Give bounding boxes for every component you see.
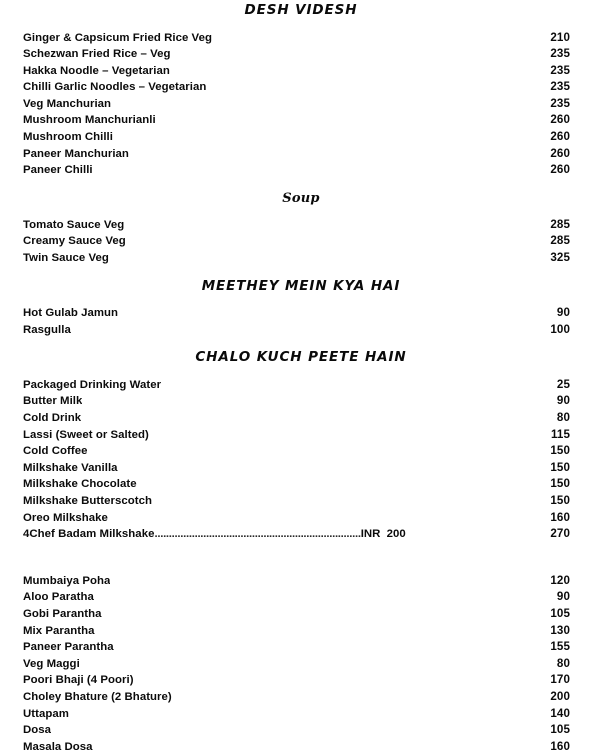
- menu-item-row: [0, 526, 602, 543]
- menu-item-row: [0, 689, 602, 706]
- menu-item-row: [0, 96, 602, 113]
- menu-item-name: Twin Sauce Veg: [23, 252, 109, 265]
- menu-item-list: [0, 217, 602, 267]
- menu-item-price: 260: [550, 163, 570, 177]
- menu-item-name: Cold Drink: [23, 412, 82, 424]
- menu-item-price: 115: [550, 427, 570, 441]
- menu-item-name: Mushroom Chilli: [23, 131, 113, 144]
- menu-item-name: Mumbaiya Poha: [23, 574, 111, 587]
- menu-item-row: [0, 79, 602, 96]
- menu-item-row: [0, 129, 602, 146]
- menu-item-row: [0, 377, 602, 394]
- menu-item-price: 120: [550, 573, 570, 587]
- menu-item-name: Lassi (Sweet or Salted): [23, 428, 149, 441]
- menu-section-soup: [0, 179, 602, 267]
- menu-item-price: 140: [550, 706, 570, 720]
- menu-item-price: 90: [556, 590, 570, 604]
- header-bottom-spacer: [0, 293, 602, 305]
- menu-item-name: Oreo Milkshake: [23, 511, 108, 524]
- menu-item-row: [0, 217, 602, 234]
- menu-item-row: [0, 460, 602, 477]
- menu-item-name: Gobi Parantha: [23, 607, 102, 620]
- menu-item-name: Choley Bhature (2 Bhature): [23, 690, 172, 703]
- header-top-spacer: [0, 179, 602, 192]
- menu-item-price: 160: [550, 510, 570, 524]
- section-gap: [0, 543, 602, 573]
- menu-item-name: Creamy Sauce Veg: [23, 235, 126, 248]
- menu-item-row: [0, 573, 602, 590]
- menu-item-price: 105: [550, 606, 570, 620]
- menu-item-price: 150: [550, 477, 570, 491]
- menu-item-price: 160: [550, 739, 570, 753]
- menu-item-price: 170: [550, 673, 570, 687]
- header-bottom-spacer: [0, 18, 602, 30]
- section-header-desh-videsh: DESH VIDESH: [244, 2, 358, 18]
- menu-item-price: 325: [550, 251, 570, 265]
- menu-item-row: [0, 739, 602, 755]
- menu-item-row: [0, 63, 602, 80]
- menu-item-price: 285: [550, 234, 570, 248]
- menu-section-chalo-kuch-peete-hain: [0, 338, 602, 542]
- menu-item-row: [0, 722, 602, 739]
- menu-item-price: 260: [550, 146, 570, 160]
- section-header-meethey-mein-kya-hai: MEETHEY MEIN KYA HAI: [201, 277, 401, 294]
- menu-item-row: [0, 493, 602, 510]
- menu-item-price: 100: [550, 322, 570, 336]
- menu-item-price: 260: [550, 130, 570, 144]
- menu-item-row: [0, 606, 602, 623]
- menu-item-name: Mushroom Manchurianli: [23, 114, 156, 127]
- header-bottom-spacer: [0, 205, 602, 217]
- menu-item-row: [0, 146, 602, 163]
- menu-item-list: [0, 30, 602, 179]
- menu-item-price: 200: [550, 689, 570, 703]
- menu-section-meethey-mein-kya-hai: [0, 267, 602, 339]
- menu-item-price: 105: [550, 723, 570, 737]
- menu-item-name: Paneer Chilli: [23, 164, 93, 177]
- menu-item-price: 155: [550, 640, 570, 654]
- section-header-chalo-kuch-peete-hain: CHALO KUCH PEETE HAIN: [195, 349, 407, 366]
- menu-item-name: Veg Maggi: [23, 657, 80, 670]
- menu-item-name: Milkshake Chocolate: [23, 478, 137, 491]
- menu-item-price: 235: [550, 47, 570, 61]
- menu-item-name: Dosa: [23, 724, 52, 737]
- menu-item-name: Hot Gulab Jamun: [23, 307, 119, 320]
- menu-item-row: [0, 112, 602, 129]
- menu-item-price: 235: [550, 80, 570, 94]
- menu-item-name: Hakka Noodle – Vegetarian: [23, 64, 170, 77]
- menu-item-name: Schezwan Fried Rice – Veg: [23, 48, 171, 61]
- menu-item-price: 90: [556, 394, 570, 408]
- menu-item-row: [0, 322, 602, 339]
- menu-item-price: 260: [550, 113, 570, 127]
- menu-item-price: 150: [550, 493, 570, 507]
- menu-item-name: Milkshake Butterscotch: [23, 494, 152, 507]
- menu-item-row: [0, 162, 602, 179]
- menu-item-name: Poori Bhaji (4 Poori): [23, 674, 134, 687]
- menu-item-row: [0, 393, 602, 410]
- menu-item-price: 150: [550, 460, 570, 474]
- menu-item-row: [0, 706, 602, 723]
- header-bottom-spacer: [0, 365, 602, 377]
- menu-item-dot-leader: ........................................................................: [154, 528, 361, 541]
- menu-item-list: [0, 377, 602, 543]
- menu-item-inline-price-note: INR 200: [360, 528, 406, 541]
- menu-section-desh-videsh: [0, 4, 602, 179]
- menu-item-name: Uttapam: [23, 707, 69, 720]
- menu-section-breakfast: [0, 543, 602, 755]
- menu-item-price: 270: [550, 527, 570, 541]
- menu-item-name: Milkshake Vanilla: [23, 461, 118, 474]
- menu-item-price: 25: [556, 377, 570, 391]
- menu-item-name: Packaged Drinking Water: [23, 378, 162, 391]
- menu-item-name: Chilli Garlic Noodles – Vegetarian: [23, 81, 207, 94]
- menu-item-price: 235: [550, 96, 570, 110]
- menu-item-row: [0, 589, 602, 606]
- menu-item-row: [0, 510, 602, 527]
- menu-item-price: 130: [550, 623, 570, 637]
- menu-item-row: [0, 476, 602, 493]
- menu-item-name: Cold Coffee: [23, 445, 88, 458]
- menu-item-row: [0, 410, 602, 427]
- menu-item-row: [0, 427, 602, 444]
- menu-item-name: Ginger & Capsicum Fried Rice Veg: [23, 31, 212, 44]
- menu-item-row: [0, 233, 602, 250]
- menu-item-row: [0, 623, 602, 640]
- menu-item-price: 90: [556, 306, 570, 320]
- menu-item-name: Rasgulla: [23, 323, 71, 336]
- menu-item-price: 80: [556, 411, 570, 424]
- menu-item-name: Paneer Manchurian: [23, 147, 129, 160]
- menu-item-row: [0, 639, 602, 656]
- menu-item-price: 285: [550, 217, 570, 231]
- menu-item-row: [0, 46, 602, 63]
- menu-item-row: [0, 672, 602, 689]
- menu-item-name: Veg Manchurian: [23, 97, 112, 110]
- menu-item-price: 210: [550, 30, 570, 44]
- menu-item-price: 80: [556, 656, 570, 670]
- menu-item-row: [0, 30, 602, 47]
- menu-item-row: [0, 443, 602, 460]
- menu-item-name: Masala Dosa: [23, 740, 93, 753]
- menu-item-name: Mix Parantha: [23, 624, 95, 637]
- menu-item-name: 4Chef Badam Milkshake: [23, 528, 155, 541]
- menu-item-row: [0, 250, 602, 267]
- menu-sections: [0, 4, 602, 755]
- menu-item-name: Paneer Parantha: [23, 641, 114, 654]
- menu-item-name: Tomato Sauce Veg: [23, 218, 125, 231]
- menu-item-price: 150: [550, 444, 570, 458]
- menu-item-list: [0, 305, 602, 338]
- menu-item-name: Butter Milk: [23, 395, 83, 408]
- menu-item-row: [0, 305, 602, 322]
- menu-item-price: 235: [550, 63, 570, 77]
- menu-item-row: [0, 656, 602, 673]
- menu-item-list: [0, 573, 602, 755]
- menu-item-name: Aloo Paratha: [23, 591, 94, 604]
- section-header-soup: Soup: [282, 190, 320, 206]
